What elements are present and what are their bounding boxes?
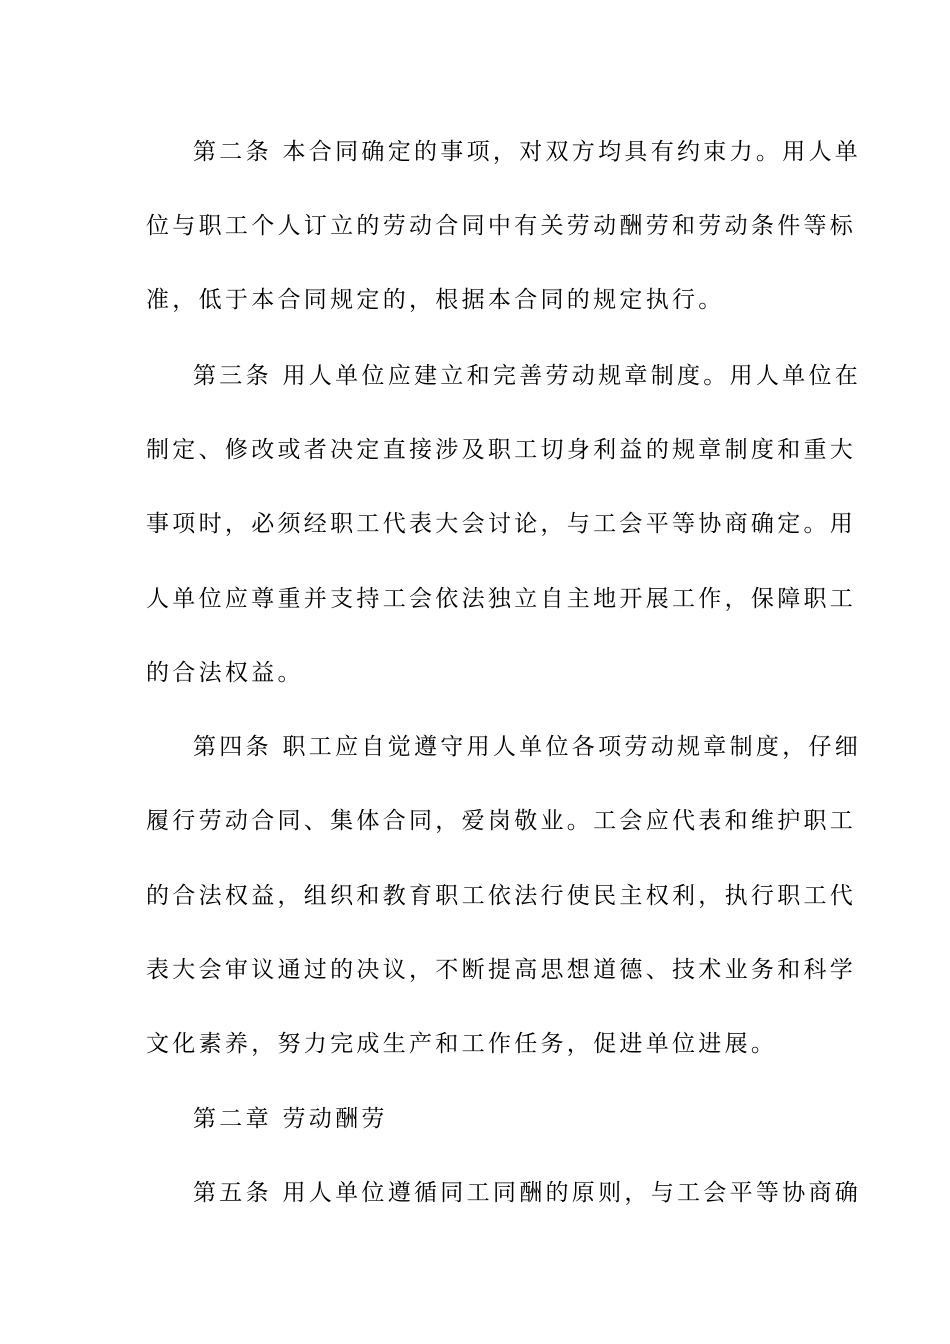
chapter-2-heading: 第二章 劳动酬劳 xyxy=(193,1106,388,1132)
article-3-line-1: 第三条 用人单位应建立和完善劳动规章制度。用人单位在 xyxy=(193,363,862,389)
article-5-line-1: 第五条 用人单位遵循同工同酬的原则，与工会平等协商确 xyxy=(193,1180,862,1206)
article-4-line-4: 表大会审议通过的决议，不断提高思想道德、技术业务和科学 xyxy=(146,957,857,983)
article-4-line-5: 文化素养，努力完成生产和工作任务，促进单位进展。 xyxy=(146,1031,778,1057)
article-4-line-3: 的合法权益，组织和教育职工依法行使民主权利，执行职工代 xyxy=(146,883,857,909)
article-2-line-2: 位与职工个人订立的劳动合同中有关劳动酬劳和劳动条件等标 xyxy=(146,213,857,239)
article-3-line-5: 的合法权益。 xyxy=(146,660,304,686)
article-4-line-2: 履行劳动合同、集体合同，爱岗敬业。工会应代表和维护职工 xyxy=(146,808,857,834)
article-2-line-1: 第二条 本合同确定的事项，对双方均具有约束力。用人单 xyxy=(193,139,862,165)
article-3-line-4: 人单位应尊重并支持工会依法独立自主地开展工作，保障职工 xyxy=(146,586,857,612)
article-3-line-2: 制定、修改或者决定直接涉及职工切身利益的规章制度和重大 xyxy=(146,437,857,463)
article-4-line-1: 第四条 职工应自觉遵守用人单位各项劳动规章制度，仔细 xyxy=(193,734,862,760)
article-3-line-3: 事项时，必须经职工代表大会讨论，与工会平等协商确定。用 xyxy=(146,511,857,537)
article-2-line-3: 准，低于本合同规定的，根据本合同的规定执行。 xyxy=(146,287,725,313)
